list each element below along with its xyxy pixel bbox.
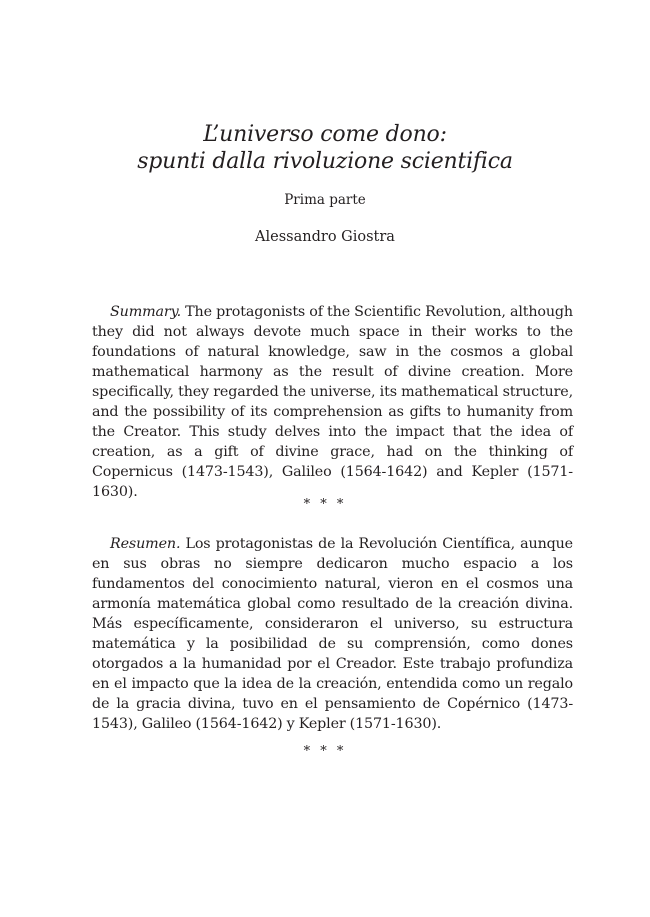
- resumen-text: Los protagonistas de la Revolución Científica, aunque en sus obras no siempre dedicaron mucho espacio a los fundamentos del conocimiento natural, vieron en el cosmos una armonía matemática global como resultado de la creación divina. Más específicamente, consideraron el universo, su estructura matemática y la posibilidad de su comprensión, como dones otorgados a la humanidad por el Creador. Este trabajo profundiza en el impacto que la idea de la creación, entendida como un regalo de la gracia divina, tuvo en el pensamiento de Copérnico (1473-1543), Galileo (1564-1642) y Kepler (1571-1630).: [92, 536, 573, 732]
- section-separator-1: * * *: [303, 497, 347, 512]
- article-title-line-2: spunti dalla rivoluzione scientifica: [137, 149, 513, 174]
- summary-text: The protagonists of the Scientific Revolution, although they did not always devote much space in their works to the foundations of natural knowledge, saw in the cosmos a global mathematical harmony as the result of divine creation. More specifically, they regarded the universe, its mathematical structure, and the possibility of its comprehension as gifts to humanity from the Creator. This study delves into the impact that the idea of creation, as a gift of divine grace, had on the thinking of Copernicus (1473-1543), Galileo (1564-1642) and Kepler (1571-1630).: [92, 304, 573, 500]
- article-subtitle: Prima parte: [284, 192, 366, 208]
- resumen-paragraph: [92, 534, 573, 734]
- section-separator-2: * * *: [303, 744, 347, 759]
- summary-paragraph: [92, 302, 573, 502]
- article-title-line-1: L’universo come dono:: [203, 122, 447, 147]
- resumen-label: Resumen.: [110, 536, 181, 552]
- summary-label: Summary.: [110, 304, 181, 320]
- article-author: Alessandro Giostra: [255, 229, 395, 245]
